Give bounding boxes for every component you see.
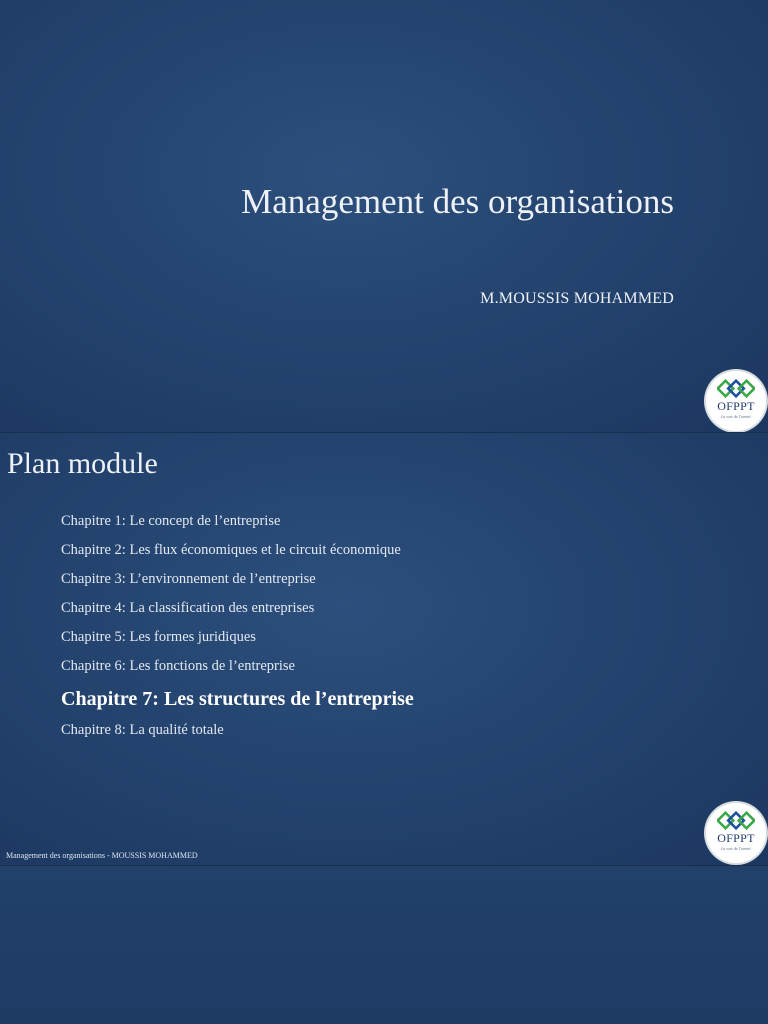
chapter-item: Chapitre 4: La classification des entreprises <box>61 600 315 616</box>
chapter-item: Chapitre 8: La qualité totale <box>61 722 224 738</box>
chapter-item: Chapitre 5: Les formes juridiques <box>61 629 256 645</box>
chapter-item: Chapitre 6: Les fonctions de l’entreprise <box>61 658 295 674</box>
chapter-item: Chapitre 3: L’environnement de l’entreprise <box>61 571 316 587</box>
logo-tagline: La voie de l'avenir <box>721 846 751 851</box>
ofppt-emblem-icon <box>717 811 755 831</box>
logo-brand: OFPPT <box>717 831 755 845</box>
title-slide <box>0 0 768 432</box>
ofppt-logo <box>706 371 766 431</box>
plan-title: Plan module <box>7 447 158 480</box>
author-name: M.MOUSSIS MOHAMMED <box>480 290 674 307</box>
chapter-item: Chapitre 2: Les flux économiques et le circuit économique <box>61 542 401 558</box>
ofppt-emblem-icon <box>717 379 755 399</box>
presentation-title: Management des organisations <box>241 182 674 221</box>
chapter-list <box>61 513 414 751</box>
logo-brand: OFPPT <box>717 399 755 413</box>
next-slide-preview <box>0 866 768 1024</box>
logo-tagline: La voie de l'avenir <box>721 414 751 419</box>
plan-slide <box>0 433 768 865</box>
ofppt-logo <box>706 803 766 863</box>
slide-footer: Management des organisations - MOUSSIS MOHAMMED <box>6 851 198 860</box>
chapter-item: Chapitre 1: Le concept de l’entreprise <box>61 513 281 529</box>
chapter-item-active: Chapitre 7: Les structures de l’entreprise <box>61 688 414 710</box>
